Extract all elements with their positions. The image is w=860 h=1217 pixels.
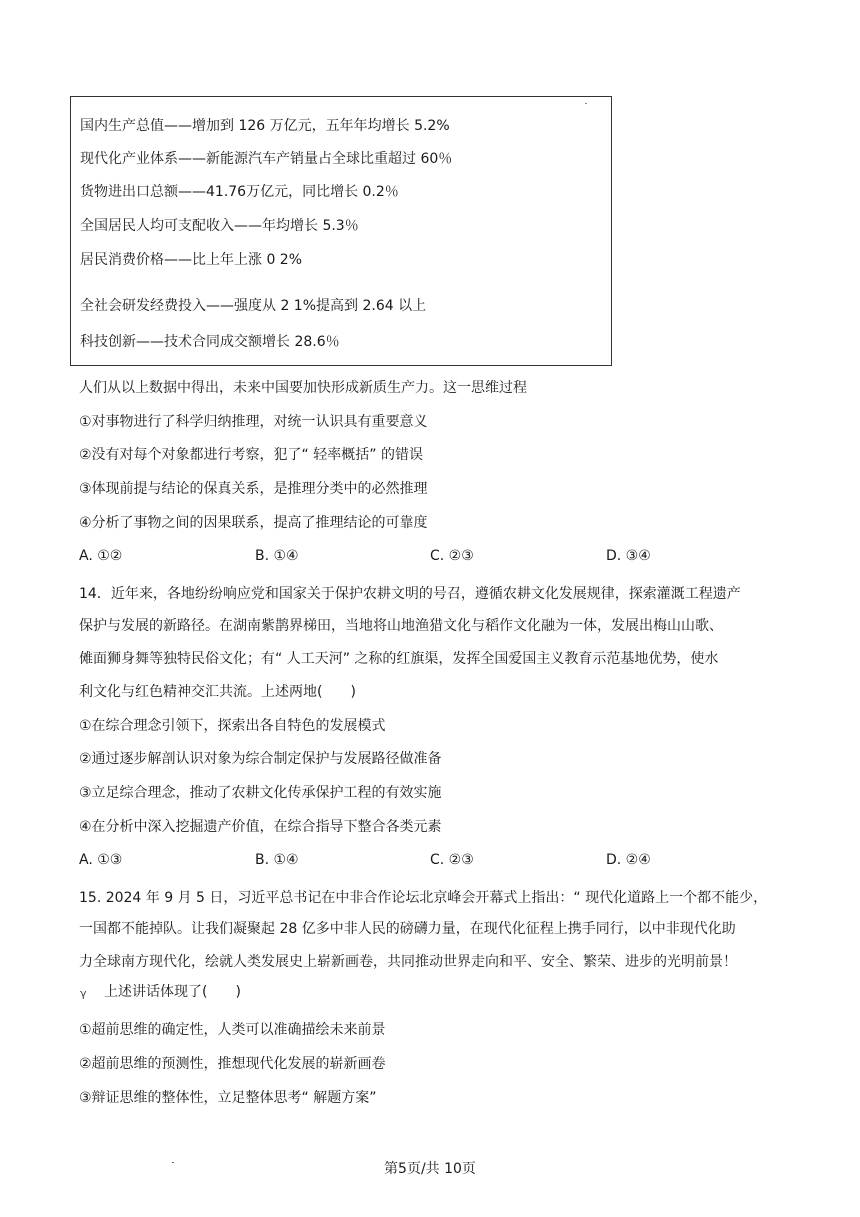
data-line-tech: 科技创新——技术合同成交额增长 28.6％ [80,334,340,350]
q14-stem-line-1: 14．近年来，各地纷纷响应党和国家关于保护农耕文明的号召，遵循农耕文化发展规律，探索灌溉工程遗产 [79,586,741,602]
q15-statement-1: ①超前思维的确定性，人类可以准确描绘未来前景 [79,1022,386,1038]
data-line-price: 居民消费价格——比上年上涨 0 2% [80,252,303,268]
data-line-trade: 货物进出口总额——41.76万亿元，同比增长 0.2％ [80,184,399,200]
q14-statement-2: ②通过逐步解剖认识对象为综合制定保护与发展路径做准备 [79,751,442,767]
q14-statement-3: ③立足综合理念，推动了农耕文化传承保护工程的有效实施 [79,785,442,801]
q15-stem-line-2: 一国都不能掉队。让我们凝聚起 28 亿多中非人民的磅礴力量，在现代化征程上携手同行，以中非现代化助 [79,921,736,937]
q15-stem-line-3: 力全球南方现代化，绘就人类发展史上崭新画卷，共同推动世界走向和平、安全、繁荣、进步的光明前景！ [79,954,737,970]
q14-stem-line-4: 利文化与红色精神交汇共流。上述两地( ) [79,684,356,700]
q13-statement-1: ①对事物进行了科学归纳推理，对统一认识具有重要意义 [79,414,428,430]
data-line-rd: 全社会研发经费投入——强度从 2 1%提高到 2.64 以上 [80,298,427,314]
q14-statement-1: ①在综合理念引领下，探索出各自特色的发展模式 [79,718,386,734]
q14-option-a[interactable]: A. ①③ [79,852,123,868]
data-line-gdp: 国内生产总值——增加到 126 万亿元，五年年均增长 5.2% [80,118,450,134]
stray-mark: γ [80,987,87,1000]
q14-stem-line-3: 傩面狮身舞等独特民俗文化；有“ 人工天河” 之称的红旗渠，发挥全国爱国主义教育示范基地优势，使水 [79,651,719,667]
q13-statement-4: ④分析了事物之间的因果联系，提高了推理结论的可靠度 [79,515,428,531]
q15-statement-3: ③辩证思维的整体性，立足整体思考“ 解题方案” [79,1090,377,1106]
q13-option-a[interactable]: A. ①② [79,548,123,564]
box-corner-mark [585,103,587,104]
statistics-data-box [70,96,612,366]
q13-option-b[interactable]: B. ①④ [255,548,299,564]
q14-stem-line-2: 保护与发展的新路径。在湖南紫鹊界梯田，当地将山地渔猎文化与稻作文化融为一体，发展出梅山山歌、 [79,618,723,634]
data-line-income: 全国居民人均可支配收入——年均增长 5.3％ [80,218,359,234]
q13-stem: 人们从以上数据中得出，未来中国要加快形成新质生产力。这一思维过程 [79,380,527,396]
q14-statement-4: ④在分析中深入挖掘遗产价值，在综合指导下整合各类元素 [79,819,442,835]
q14-option-d[interactable]: D. ②④ [606,852,651,868]
q14-option-c[interactable]: C. ②③ [430,852,474,868]
q14-option-b[interactable]: B. ①④ [255,852,299,868]
q15-stem-line-1: 15. 2024 年 9 月 5 日，习近平总书记在中非合作论坛北京峰会开幕式上指出：“ 现代化道路上一个都不能少， [79,890,768,906]
q13-statement-2: ②没有对每个对象都进行考察，犯了“ 轻率概括” 的错误 [79,447,423,463]
data-line-industry: 现代化产业体系——新能源汽车产销量占全球比重超过 60％ [80,151,453,167]
q15-statement-2: ②超前思维的预测性，推想现代化发展的崭新画卷 [79,1056,386,1072]
q13-option-d[interactable]: D. ③④ [606,548,651,564]
q15-stem-line-4: 上述讲话体现了( ) [104,984,241,1000]
q13-option-c[interactable]: C. ②③ [430,548,474,564]
q13-statement-3: ③体现前提与结论的保真关系，是推理分类中的必然推理 [79,481,428,497]
page-number: 第5页/共 10页 [384,1161,476,1177]
